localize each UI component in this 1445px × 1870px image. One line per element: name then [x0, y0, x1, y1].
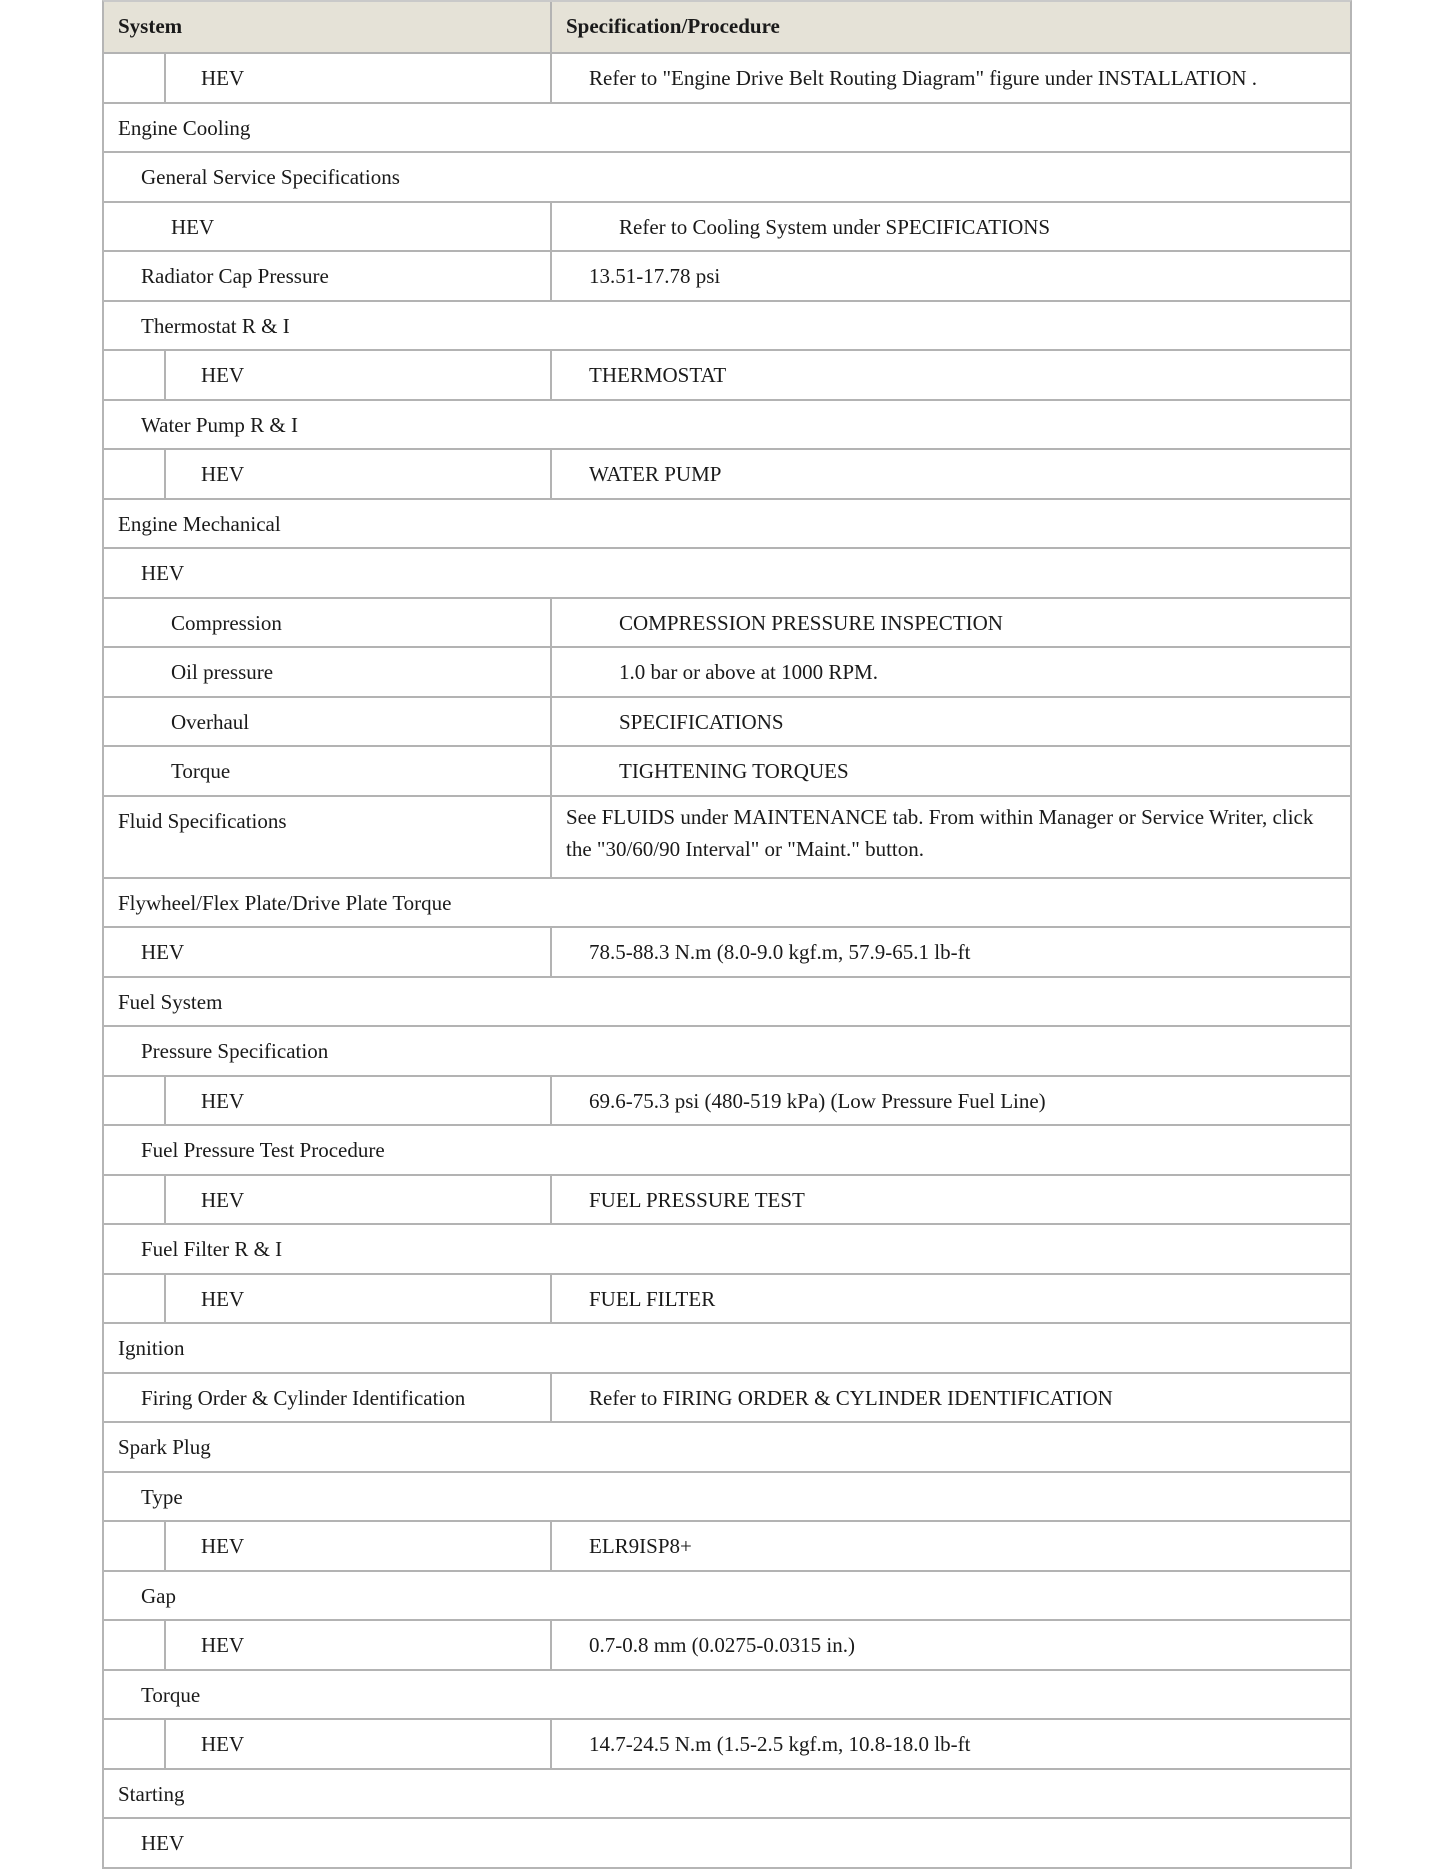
table-row — [104, 1570, 1350, 1620]
system-cell: Compression — [171, 610, 282, 635]
spec-cell: TIGHTENING TORQUES — [619, 759, 849, 783]
spec-table — [102, 0, 1352, 1869]
section-heading: Flywheel/Flex Plate/Drive Plate Torque — [118, 890, 452, 915]
system-cell: Oil pressure — [171, 660, 274, 684]
table-row — [104, 1471, 1350, 1521]
system-cell: Torque — [171, 759, 231, 783]
system-cell: HEV — [201, 1732, 245, 1756]
table-row — [104, 151, 1350, 201]
table-row — [104, 201, 1350, 251]
system-cell: HEV — [171, 214, 215, 239]
table-row — [104, 926, 1350, 976]
spec-cell: Refer to Cooling System under SPECIFICATIONS — [619, 214, 1051, 239]
spec-cell: Refer to "Engine Drive Belt Routing Diagram" figure under INSTALLATION . — [589, 66, 1258, 90]
subsection-heading: Pressure Specification — [141, 1039, 329, 1063]
table-row — [104, 349, 1350, 399]
subsection-heading: Fuel Pressure Test Procedure — [141, 1138, 385, 1162]
system-cell: HEV — [201, 1088, 245, 1113]
table-row — [104, 795, 1350, 877]
system-cell: HEV — [201, 1534, 245, 1558]
table-row — [104, 52, 1350, 102]
section-heading: Spark Plug — [118, 1435, 211, 1459]
table-row — [104, 1619, 1350, 1669]
section-heading: Starting — [118, 1781, 185, 1806]
table-row — [104, 646, 1350, 696]
table-row — [104, 1322, 1350, 1372]
spec-cell: 0.7-0.8 mm (0.0275-0.0315 in.) — [589, 1633, 855, 1657]
subsection-heading: Water Pump R & I — [141, 412, 298, 437]
spec-cell: SPECIFICATIONS — [619, 709, 784, 734]
subsection-heading: Gap — [141, 1583, 176, 1608]
subsection-heading: Fuel Filter R & I — [141, 1237, 283, 1261]
spec-cell: WATER PUMP — [589, 462, 722, 486]
header-system: System — [118, 14, 183, 38]
spec-cell: 14.7-24.5 N.m (1.5-2.5 kgf.m, 10.8-18.0 lb-ft — [589, 1732, 971, 1756]
spec-cell: FUEL PRESSURE TEST — [589, 1187, 805, 1212]
system-cell: HEV — [141, 940, 185, 964]
subsection-heading: Type — [141, 1484, 183, 1509]
table-row — [104, 1273, 1350, 1323]
table-row — [104, 250, 1350, 300]
system-cell: Overhaul — [171, 709, 250, 734]
system-cell: Fluid Specifications — [118, 808, 287, 833]
table-row — [104, 448, 1350, 498]
spec-cell: THERMOSTAT — [589, 363, 727, 387]
section-heading: Engine Cooling — [118, 115, 251, 140]
subsection-heading: Thermostat R & I — [141, 313, 290, 338]
system-cell: HEV — [201, 363, 245, 387]
subsection-heading: HEV — [141, 561, 185, 585]
system-cell: Radiator Cap Pressure — [141, 264, 329, 288]
system-cell: HEV — [201, 66, 245, 90]
system-cell: HEV — [201, 1187, 245, 1212]
table-row — [104, 1075, 1350, 1125]
table-row — [104, 1520, 1350, 1570]
table-row — [104, 547, 1350, 597]
subsection-heading: Torque — [141, 1682, 201, 1707]
system-cell: HEV — [201, 1633, 245, 1657]
table-header-row — [104, 2, 1350, 52]
section-heading: Fuel System — [118, 989, 223, 1014]
table-row — [104, 1124, 1350, 1174]
table-row — [104, 1817, 1350, 1867]
spec-cell: 69.6-75.3 psi (480-519 kPa) (Low Pressure Fuel Line) — [589, 1088, 1046, 1113]
system-cell: HEV — [201, 462, 245, 486]
spec-cell: See FLUIDS under MAINTENANCE tab. From within Manager or Service Writer, click the "30/60/90 Interval" or "Maint." button. — [566, 804, 1314, 861]
spec-cell: COMPRESSION PRESSURE INSPECTION — [619, 610, 1003, 635]
table-row — [104, 745, 1350, 795]
table-row — [104, 399, 1350, 449]
table-row — [104, 597, 1350, 647]
table-row — [104, 696, 1350, 746]
spec-cell: Refer to FIRING ORDER & CYLINDER IDENTIFICATION — [589, 1385, 1113, 1410]
table-row — [104, 976, 1350, 1026]
table-row — [104, 877, 1350, 927]
system-cell: Firing Order & Cylinder Identification — [141, 1385, 466, 1410]
spec-cell: ELR9ISP8+ — [589, 1534, 692, 1558]
table-row — [104, 1223, 1350, 1273]
table-row — [104, 1025, 1350, 1075]
subsection-heading: HEV — [141, 1831, 185, 1855]
table-row — [104, 1372, 1350, 1422]
table-row — [104, 498, 1350, 548]
table-row — [104, 1669, 1350, 1719]
table-row — [104, 1768, 1350, 1818]
table-row — [104, 102, 1350, 152]
spec-cell: 1.0 bar or above at 1000 RPM. — [619, 660, 878, 684]
table-row — [104, 1174, 1350, 1224]
header-spec: Specification/Procedure — [566, 14, 780, 38]
system-cell: HEV — [201, 1286, 245, 1311]
spec-cell: 78.5-88.3 N.m (8.0-9.0 kgf.m, 57.9-65.1 lb-ft — [589, 940, 971, 964]
spec-cell: FUEL FILTER — [589, 1286, 716, 1311]
section-heading: Ignition — [118, 1336, 185, 1360]
table-row — [104, 1421, 1350, 1471]
table-row — [104, 300, 1350, 350]
subsection-heading: General Service Specifications — [141, 165, 400, 189]
section-heading: Engine Mechanical — [118, 511, 281, 536]
table-row — [104, 1718, 1350, 1768]
spec-cell: 13.51-17.78 psi — [589, 264, 721, 288]
